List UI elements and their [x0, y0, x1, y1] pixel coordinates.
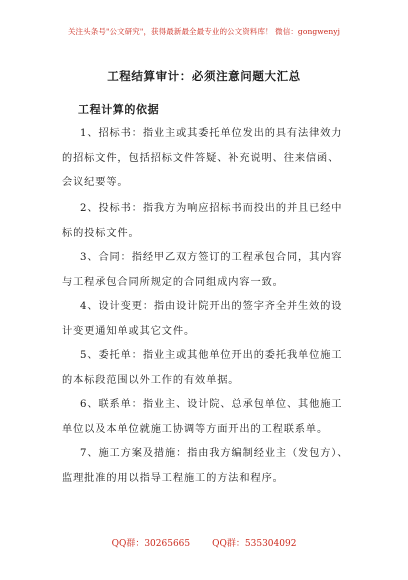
footer	[0, 536, 408, 549]
paragraph-5: 5、委托单：指业主或其他单位开出的委托我单位施工的本标段范围以外工作的有效单据。	[62, 350, 343, 386]
paragraph-1: 1、招标书：指业主或其委托单位发出的具有法律效力的招标文件，包括招标文件答疑、补充说明、往来信函、会议纪要等。	[62, 128, 343, 188]
footer-qq-group-2: QQ群：535304092	[212, 539, 297, 549]
paragraph-6: 6、联系单：指业主、设计院、总承包单位、其他施工单位以及本单位就施工协调等方面开出的工程联系单。	[62, 399, 343, 435]
document-title: 工程结算审计：必须注意问题大汇总	[107, 69, 301, 83]
footer-qq-group-1: QQ群：30265665	[111, 539, 191, 549]
paragraph-7: 7、施工方案及措施：指由我方编制经业主（发包方）、监理批准的用以指导工程施工的方法和程序。	[62, 448, 349, 484]
header-promo-note: 关注头条号"公文研究"，获得最新最全最专业的公文资料库！ 微信：gongwenyj	[67, 27, 341, 36]
section-heading: 工程计算的依据	[78, 103, 160, 116]
paragraph-3: 3、合同：指经甲乙双方签订的工程承包合同，其内容与工程承包合同所规定的合同组成内容一致。	[62, 252, 343, 288]
paragraph-4: 4、设计变更：指由设计院开出的签字齐全并生效的设计变更通知单或其它文件。	[62, 301, 343, 337]
paragraph-2: 2、投标书：指我方为响应招标书而投出的并且已经中标的投标文件。	[62, 203, 343, 239]
